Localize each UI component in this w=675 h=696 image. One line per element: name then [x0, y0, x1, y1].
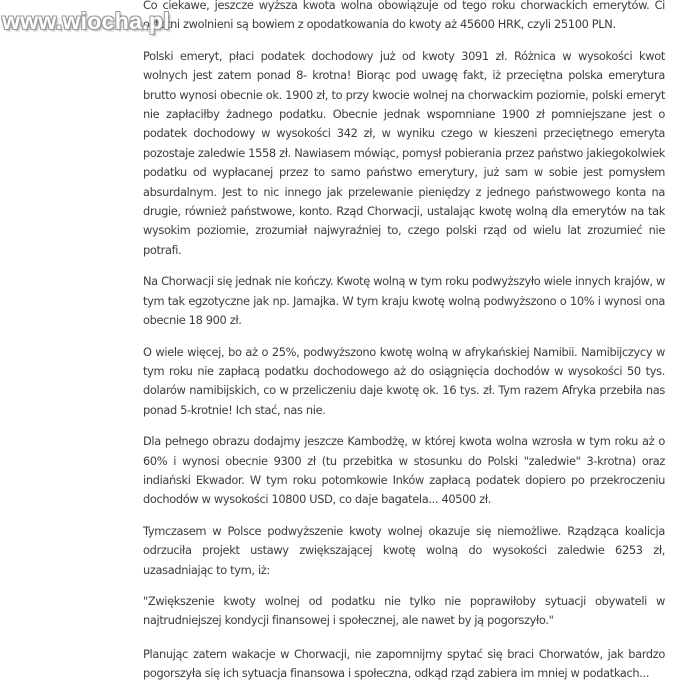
- paragraph-namibia: O wiele więcej, bo aż o 25%, podwyższono kwotę wolną w afrykańskiej Namibii. Namibijczycy w tym roku nie zapłacą podatku dochodowego aż do osiągnięcia dochodów w wysokości 50 tys. dolarów namibijskich, co w przeliczeniu daje kwotę ok. 16 tys. zł. Tym razem Afryka przebiła nas ponad 5-krotnie! Ich stać, nas nie.: [143, 344, 665, 417]
- paragraph-closing: Planując zatem wakacje w Chorwacji, nie zapomnijmy spytać się braci Chorwatów, jak bardzo pogorszyła się ich sytuacja finansowa i społeczna, odkąd rząd zabiera im mniej w podatkach...: [143, 646, 665, 681]
- paragraph-polish-pensioner: Polski emeryt, płaci podatek dochodowy już od kwoty 3091 zł. Różnica w wysokości kwot wolnych jest zatem ponad 8- krotna! Biorąc pod uwagę fakt, iż przeciętna polska emerytura brutto wynosi obecnie ok. 1900 zł, to przy kwocie wolnej na chorwackim poziomie, polski emeryt nie zapłaciłby żadnego podatku. Obecnie jednak wspomniane 1900 zł pomniejszane jest o podatek dochodowy w wysokości 342 zł, w wyniku czego w kieszeni przeciętnego emeryta pozostaje zaledwie 1558 zł. Nawiasem mówiąc, pomysł pobierania przez państwo jakiegokolwiek podatku od wypłacanej przez to samo państwo emerytury, już sam w sobie jest pomysłem absurdalnym. Jest to nic innego jak przelewanie pieniędzy z jednego państwowego konta na drugie, również państwowe, konto. Rząd Chorwacji, ustalając kwotę wolną dla emerytów na tak wysokim poziomie, zrozumiał najwyraźniej to, czego polski rząd od wielu lat zrozumieć nie potrafi.: [143, 48, 665, 257]
- paragraph-jamaica: Na Chorwacji się jednak nie kończy. Kwotę wolną w tym roku podwyższyło wiele innych krajów, w tym tak egzotyczne jak np. Jamajka. W tym kraju kwotę wolną podwyższono o 10% i wynosi ona obecnie 18 900 zł.: [143, 274, 665, 328]
- site-watermark: www.wiocha.pl: [2, 8, 170, 34]
- article-body: [143, 0, 665, 696]
- paragraph-croatia-pensioners: Co ciekawe, jeszcze wyższa kwota wolna obowiązuje od tego roku chorwackich emerytów. Ci ostatni zwolnieni są bowiem z opodatkowania do kwoty aż 45600 HRK, czyli 25100 PLN.: [143, 0, 665, 32]
- paragraph-poland-coalition: Tymczasem w Polsce podwyższenie kwoty wolnej okazuje się niemożliwe. Rządząca koalicja odrzuciła projekt ustawy zwiększającej kwotę wolną do wysokości zaledwie 6253 zł, uzasadniając to tym, iż:: [143, 523, 665, 577]
- paragraph-cambodia-ecuador: Dla pełnego obrazu dodajmy jeszcze Kambodżę, w której kwota wolna wzrosła w tym roku aż o 60% i wynosi obecnie 9300 zł (tu przebitka w stosunku do Polski "zaledwie" 3-krotna) oraz indiański Ekwador. W tym roku potomkowie Inków zapłacą podatek dopiero po przekroczeniu dochodów w wysokości 10800 USD, co daje bagatela... 40500 zł.: [143, 434, 665, 507]
- paragraph-quote: "Zwiększenie kwoty wolnej od podatku nie tylko nie poprawiłoby sytuacji obywateli w najtrudniejszej kondycji finansowej i społecznej, ale nawet by ją pogorszyło.": [143, 593, 665, 628]
